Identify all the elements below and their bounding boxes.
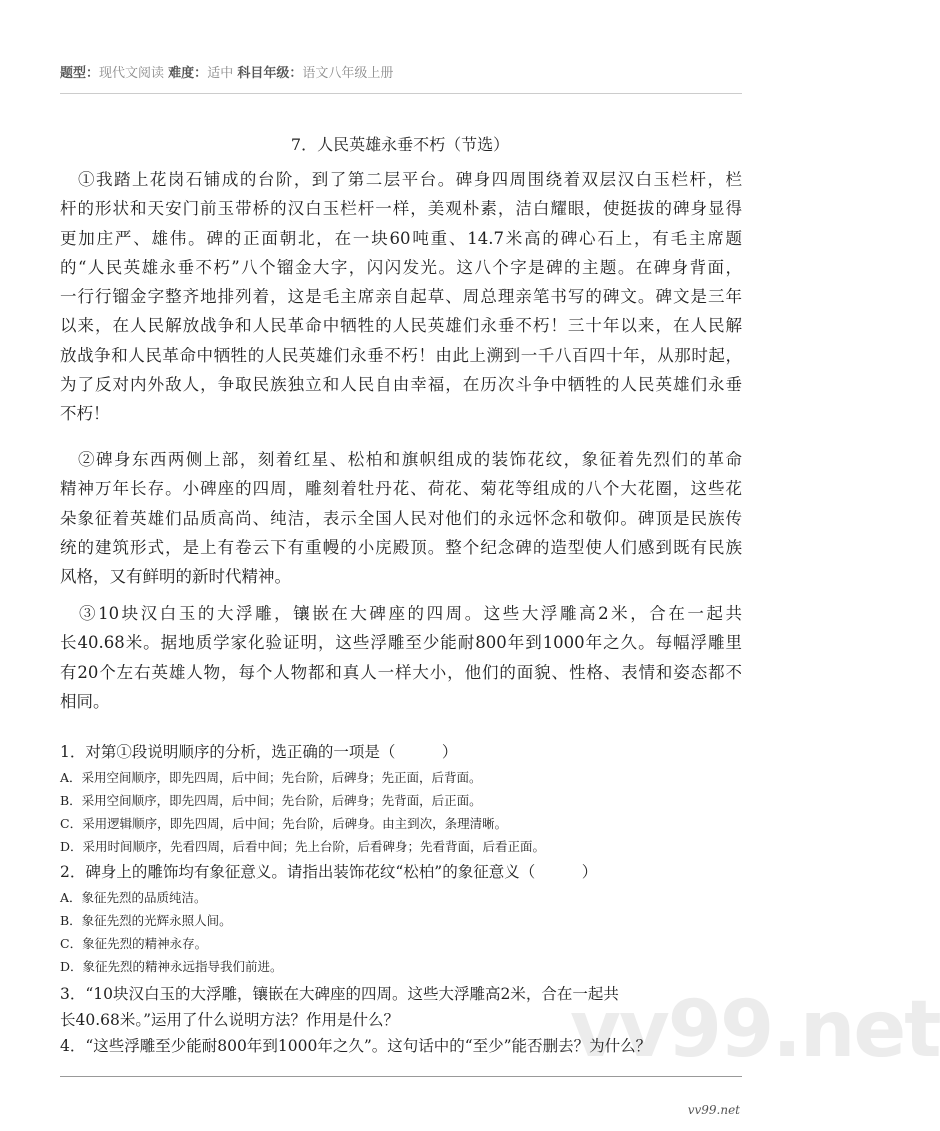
q1-option-c: C．采用逻辑顺序，即先四周，后中间；先台阶，后碑身。由主到次，条理清晰。 (60, 816, 508, 831)
q1-option-a: A．采用空间顺序，即先四周，后中间；先台阶，后碑身；先正面，后背面。 (60, 770, 482, 785)
paragraph-1 (60, 165, 742, 429)
paragraph-line: 更加庄严、雄伟。碑的正面朝北，在一块60吨重、14.7米高的碑心石上，有毛主席题 (60, 228, 742, 248)
paragraph-line: 朵象征着英雄们品质高尚、纯洁，表示全国人民对他们的永远怀念和敬仰。碑顶是民族传 (60, 508, 742, 528)
q2-option-b: B．象征先烈的光辉永照人间。 (60, 913, 232, 928)
paragraph-line: 以来，在人民解放战争和人民革命中牺牲的人民英雄们永垂不朽！三十年以来，在人民解 (60, 316, 742, 336)
question-1: 1．对第①段说明顺序的分析，选正确的一项是（ ） (60, 743, 458, 761)
question-3-line-2: 长40.68米。”运用了什么说明方法？作用是什么？ (60, 1011, 400, 1029)
paragraph-line: 一行行镏金字整齐地排列着，这是毛主席亲自起草、周总理亲笔书写的碑文。碑文是三年 (60, 287, 742, 307)
meta-header (60, 62, 393, 81)
paragraph-line: 长40.68米。据地质学家化验证明，这些浮雕至少能耐800年到1000年之久。每幅浮雕里 (60, 633, 742, 653)
footer-divider (60, 1076, 742, 1077)
paragraph-line: 相同。 (60, 691, 110, 711)
subject-value: 语文八年级上册 (302, 66, 394, 81)
q2-option-c: C．象征先烈的精神永存。 (60, 936, 208, 951)
subject-label: 科目年级： (237, 66, 303, 81)
watermark: vv99.net (570, 985, 940, 1075)
q1-option-b: B．采用空间顺序，即先四周，后中间；先台阶，后碑身；先背面，后正面。 (60, 793, 482, 808)
paragraph-line: 不朽！ (60, 404, 110, 424)
paragraph-line: ②碑身东西两侧上部，刻着红星、松柏和旗帜组成的装饰花纹，象征着先烈们的革命 (60, 450, 742, 469)
paragraph-line: ③10块汉白玉的大浮雕，镶嵌在大碑座的四周。这些大浮雕高2米，合在一起共 (60, 604, 742, 623)
q2-option-d: D．象征先烈的精神永远指导我们前进。 (60, 959, 283, 974)
paragraph-line: 统的建筑形式，是上有卷云下有重幔的小庑殿顶。整个纪念碑的造型使人们感到既有民族 (60, 537, 742, 557)
paragraph-line: 精神万年长存。小碑座的四周，雕刻着牡丹花、荷花、菊花等组成的八个大花圈，这些花 (60, 479, 742, 499)
paragraph-line: ①我踏上花岗石铺成的台阶，到了第二层平台。碑身四周围绕着双层汉白玉栏杆，栏 (60, 170, 742, 189)
paragraph-line: 风格，又有鲜明的新时代精神。 (60, 567, 291, 587)
type-label: 题型： (60, 66, 100, 81)
paragraph-line: 的“人民英雄永垂不朽”八个镏金大字，闪闪发光。这八个字是碑的主题。在碑身背面， (60, 257, 742, 277)
difficulty-value: 适中 (207, 66, 234, 81)
question-4: 4．“这些浮雕至少能耐800年到1000年之久”。这句话中的“至少”能否删去？为什么？ (60, 1037, 652, 1055)
article-title: 7．人民英雄永垂不朽（节选） (290, 135, 510, 154)
difficulty-label: 难度： (168, 66, 208, 81)
paragraph-2 (60, 445, 742, 591)
paragraph-3 (60, 599, 742, 716)
paragraph-line: 杆的形状和天安门前玉带桥的汉白玉栏杆一样，美观朴素，洁白耀眼，使挺拔的碑身显得 (60, 199, 742, 219)
paragraph-line: 为了反对内外敌人，争取民族独立和人民自由幸福，在历次斗争中牺牲的人民英雄们永垂 (60, 375, 742, 395)
paragraph-line: 放战争和人民革命中牺牲的人民英雄们永垂不朽！由此上溯到一千八百四十年，从那时起， (60, 345, 742, 365)
question-3-line-1: 3．“10块汉白玉的大浮雕，镶嵌在大碑座的四周。这些大浮雕高2米，合在一起共 (60, 985, 619, 1003)
header-divider (60, 93, 742, 94)
paragraph-line: 有20个左右英雄人物，每个人物都和真人一样大小，他们的面貌、性格、表情和姿态都不 (60, 662, 742, 682)
question-2: 2．碑身上的雕饰均有象征意义。请指出装饰花纹“松柏”的象征意义（ ） (60, 863, 598, 881)
footer-site: vv99.net (687, 1103, 740, 1117)
type-value: 现代文阅读 (99, 66, 165, 81)
q1-option-d: D．采用时间顺序，先看四周，后看中间；先上台阶，后看碑身；先看背面，后看正面。 (60, 839, 546, 854)
q2-option-a: A．象征先烈的品质纯洁。 (60, 890, 207, 905)
